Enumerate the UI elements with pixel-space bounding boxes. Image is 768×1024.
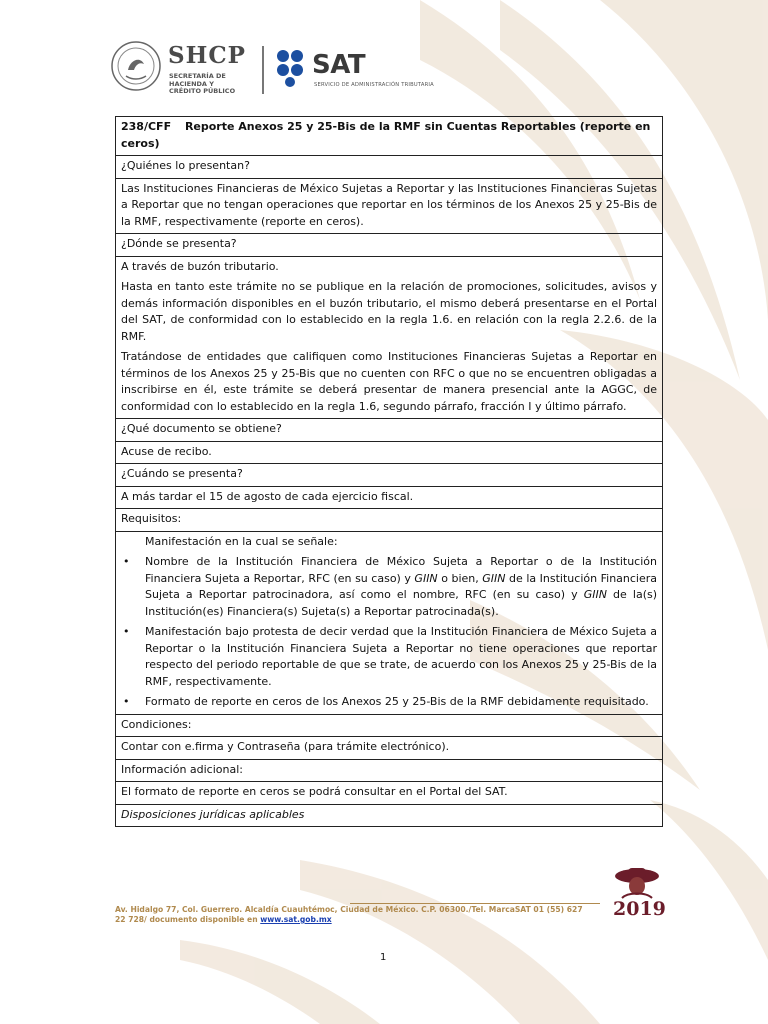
bullet-icon: • — [123, 555, 130, 568]
procedure-table — [115, 116, 663, 827]
year-label: 2019 — [613, 898, 666, 920]
section-heading: Condiciones: — [116, 714, 663, 737]
list-item: • Formato de reporte en ceros de los Anexos 25 y 25-Bis de la RMF debidamente requisitado. — [121, 694, 657, 711]
section-heading: ¿Quiénes lo presentan? — [116, 156, 663, 179]
page-number: 1 — [380, 952, 387, 963]
sat-subtitle: SERVICIO DE ADMINISTRACIÓN TRIBUTARIA — [314, 82, 434, 88]
title-row — [116, 117, 663, 156]
bullet-icon: • — [123, 695, 130, 708]
footer-address: Av. Hidalgo 77, Col. Guerrero. Alcaldía Cuauhtémoc, Ciudad de México. C.P. 06300./Tel. MarcaSAT 01 (55) 627 22 728/ documento disponible en www.sat.gob.mx — [115, 905, 583, 924]
shcp-title: SHCP — [168, 42, 246, 69]
procedure-code: 238/CFF — [121, 120, 172, 133]
section-heading: Información adicional: — [116, 759, 663, 782]
shcp-subtitle: SECRETARÍA DE HACIENDA Y CRÉDITO PÚBLICO — [169, 72, 236, 95]
section-heading: Disposiciones jurídicas aplicables — [116, 804, 663, 827]
sat-title: SAT — [312, 50, 366, 80]
requirements-list — [121, 554, 657, 711]
paragraph: Hasta en tanto este trámite no se publique en la relación de promociones, solicitudes, avisos y demás información disponibles en el buzón tributario, el mismo deberá presentarse en el Portal del SAT, de conformidad con lo establecido en la regla 1.6. en relación con la regla 2.2.6. de la RMF. — [121, 280, 657, 343]
paragraph: Las Instituciones Financieras de México Sujetas a Reportar y las Instituciones Financieras Sujetas a Reportar que no tengan operaciones que reportar en los términos de los Anexos 25 y 25-Bis de la RMF, respectivamente (reporte en ceros). — [121, 181, 657, 228]
section-heading: ¿Dónde se presenta? — [116, 234, 663, 257]
paragraph: Acuse de recibo. — [121, 444, 212, 458]
list-item: • Nombre de la Institución Financiera de México Sujeta a Reportar o de la Institución Financiera Sujeta a Reportar, RFC (en su caso) y GIIN o bien, GIIN de la Institución Financiera Sujeta a Reportar patrocinadora, así como el nombre, RFC (en su caso) y GIIN de la(s) Institución(es) Financiera(s) Sujeta(s) a Reportar patrocinada(s). — [123, 555, 658, 618]
bullet-icon: • — [123, 625, 130, 638]
section-heading: ¿Qué documento se obtiene? — [116, 419, 663, 442]
paragraph: A más tardar el 15 de agosto de cada ejercicio fiscal. — [121, 489, 414, 503]
sat-website-link[interactable]: www.sat.gob.mx — [260, 915, 332, 924]
paragraph: Contar con e.firma y Contraseña (para trámite electrónico). — [121, 740, 450, 753]
mexico-seal-icon — [110, 40, 162, 92]
footer-divider — [350, 903, 600, 904]
document-header — [110, 40, 670, 100]
procedure-title: Reporte Anexos 25 y 25-Bis de la RMF sin Cuentas Reportables (reporte en ceros) — [121, 120, 651, 150]
paragraph: El formato de reporte en ceros se podrá consultar en el Portal del SAT. — [121, 785, 508, 798]
header-divider — [262, 46, 264, 94]
section-heading: Requisitos: — [116, 509, 663, 532]
paragraph: A través de buzón tributario. — [121, 259, 279, 273]
list-item: • Manifestación bajo protesta de decir verdad que la Institución Financiera de México Sujeta a Reportar o la Institución Financiera Sujeta a Reportar no tiene operaciones que reportar respecto del periodo reportable de que se trate, de acuerdo con los Anexos 25 y 25-Bis de la RMF, respectivamente. — [123, 625, 657, 688]
paragraph: Tratándose de entidades que califiquen como Instituciones Financieras Sujetas a Reportar en términos de los Anexos 25 y 25-Bis que no cuenten con RFC o que no se encuentren obligadas a inscribirse en él, este trámite se deberá presentar de manera presencial ante la AGGC, de conformidad con lo establecido en la regla 1.6, segundo párrafo, fracción I y último párrafo. — [121, 350, 657, 413]
section-heading: ¿Cuándo se presenta? — [116, 464, 663, 487]
requirements-intro: Manifestación en la cual se señale: — [145, 534, 338, 548]
